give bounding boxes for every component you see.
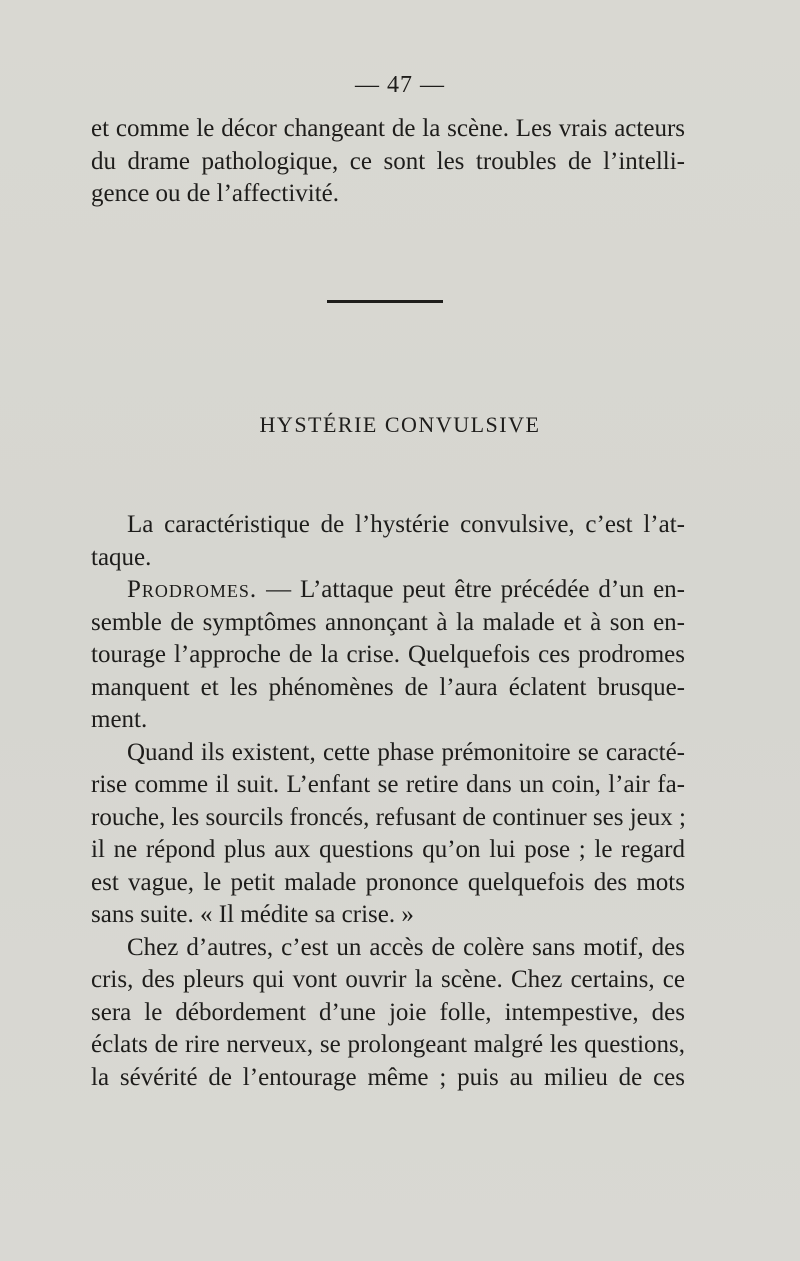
text-line: rouche, les sourcils froncés, refusant de continuer ses jeux ; — [91, 803, 686, 831]
text-line: cris, des pleurs qui vont ouvrir la scène. Chez certains, ce — [91, 966, 685, 993]
text-line: gence ou de l’affectivité. — [91, 180, 340, 207]
section-title: HYSTÉRIE CONVULSIVE — [259, 412, 541, 437]
prodromes-text: — L’attaque peut être précédée d’un en- — [257, 576, 685, 603]
text-line: éclats de rire nerveux, se prolongeant malgré les questions, — [91, 1031, 685, 1058]
text-line: sera le débordement d’une joie folle, intempestive, des — [91, 998, 685, 1026]
text-line: tourage l’approche de la crise. Quelquefois ces prodromes — [91, 641, 685, 668]
text-line: Quand ils existent, cette phase prémonitoire se caracté- — [127, 738, 685, 766]
text-line: La caractéristique de l’hystérie convulsive, c’est l’at- — [127, 511, 685, 538]
text-line: il ne répond plus aux questions qu’on lui pose ; le regard — [91, 836, 685, 863]
text-line: et comme le décor changeant de la scène. Les vrais acteurs — [91, 115, 685, 142]
text-line: est vague, le petit malade prononce quelquefois des mots — [91, 868, 685, 896]
prodromes-line — [91, 574, 685, 607]
text-line: rise comme il suit. L’enfant se retire dans un coin, l’air fa- — [91, 771, 685, 798]
text-line: ment. — [91, 706, 148, 733]
text-line: taque. — [91, 543, 152, 571]
text-line: Chez d’autres, c’est un accès de colère sans motif, des — [127, 933, 685, 961]
text-line: sans suite. « Il médite sa crise. » — [91, 901, 414, 928]
section-divider — [327, 300, 443, 303]
page-number: — 47 — — [355, 72, 445, 98]
intro-paragraph — [91, 113, 685, 211]
text-line: manquent et les phénomènes de l’aura éclatent brusque- — [91, 673, 685, 701]
body-text — [91, 509, 685, 1094]
prodromes-heading: Prodromes. — [127, 576, 258, 603]
text-line: la sévérité de l’entourage même ; puis au milieu de ces — [91, 1063, 685, 1091]
text-line: semble de symptômes annonçant à la malade et à son en- — [91, 608, 685, 636]
text-line: du drame pathologique, ce sont les troubles de l’intelli- — [91, 147, 685, 175]
